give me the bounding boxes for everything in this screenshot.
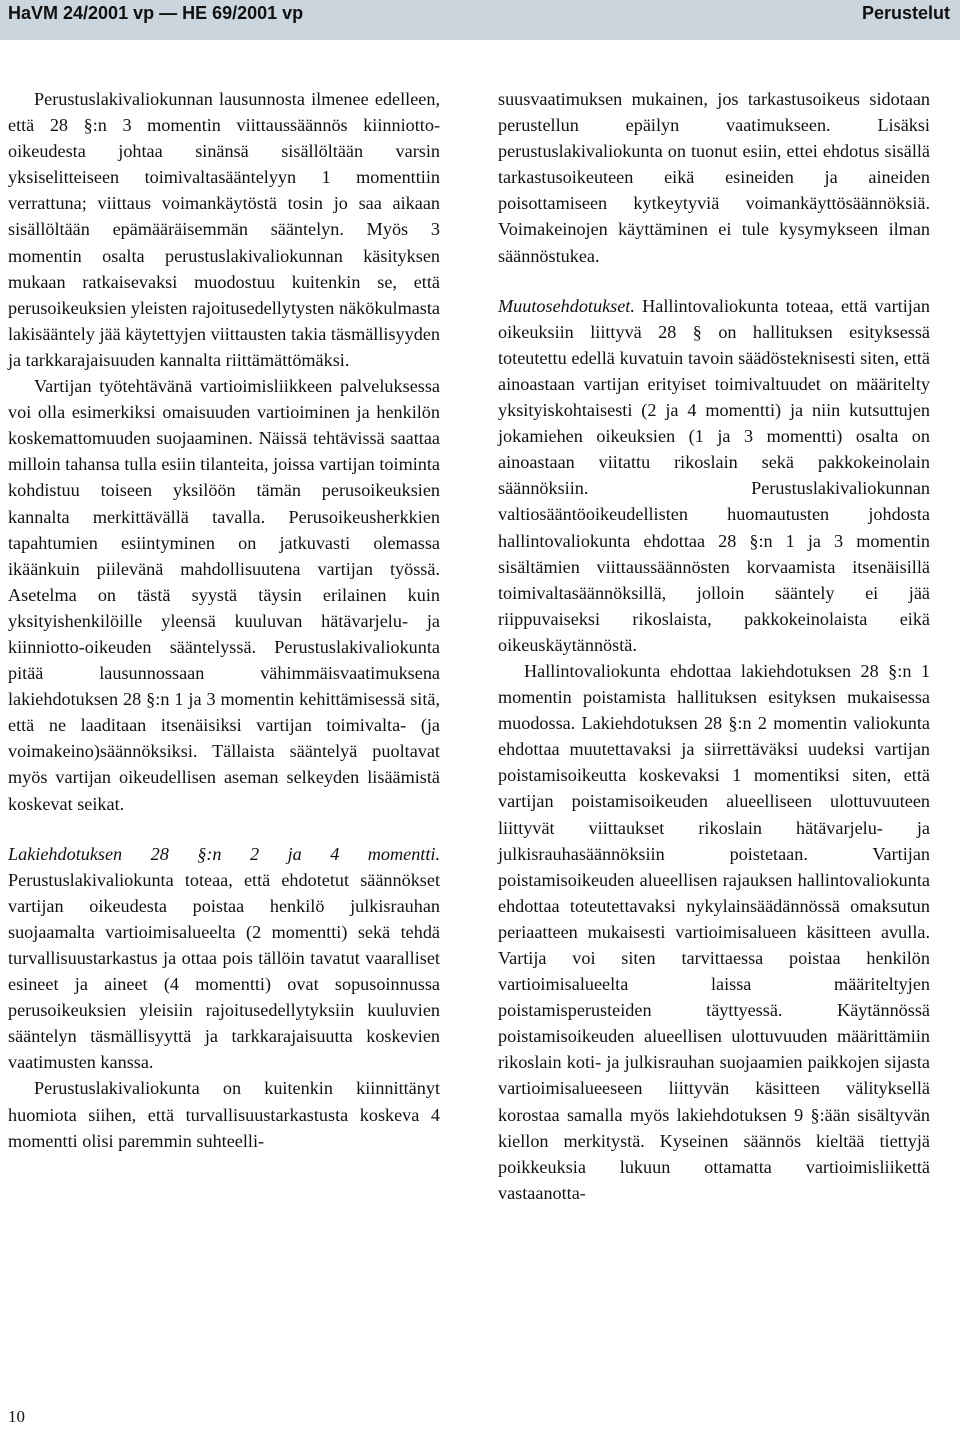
paragraph: Perustuslakivaliokunnan lausunnosta ilmenee edelleen, että 28 §:n 3 momentin viittaussäännös kiinniotto-oikeudesta johtaa sinänsä sisällöltään varsin yksiselitteiseen toimivaltasääntelyyn 1 momenttiin verrattuna; viittaus voimankäytöstä tosin jo saa aikaan sisällöltään epämääräisemmän sääntelyn. Myös 3 momentin osalta perustuslakivaliokunnan käsityksen mukaan ratkaisevaksi muodostuu kuitenkin se, että perusoikeuksien yleisten rajoitusedellytysten näkökulmasta lakisääntely jää käytettyjen viittausten takia täsmällisyyden ja tarkkarajaisuuden kannalta riittämättömäksi.: [8, 89, 440, 370]
right-column: [498, 86, 930, 1206]
paragraph: Perustuslakivaliokunta on kuitenkin kiinnittänyt huomiota siihen, että turvallisuustarkastusta koskeva 4 momentti olisi paremmin suhteelli-: [8, 1078, 440, 1151]
paragraph-heading: Lakiehdotuksen 28 §:n 2 ja 4 momentti.: [8, 843, 440, 864]
paragraph-heading: Muutosehdotukset.: [498, 295, 635, 316]
section-title: Perustelut: [861, 3, 950, 23]
paragraph: Hallintovaliokunta ehdottaa lakiehdotuksen 28 §:n 1 momentin poistamista hallituksen esityksen mukaisessa muodossa. Lakiehdotuksen 28 §:n 2 momentin valiokunta ehdottaa muutettavaksi ja siirrettäväksi uudeksi vartijan poistamisoikeutta koskevaksi 1 momentiksi siten, että vartijan poistamisoikeuden alueelliseen ulottuvuuteen liittyvät viittaukset rikoslain hätävarjelu- ja julkisrauhasäännöksiin poistetaan. Vartijan poistamisoikeuden alueellisen rajauksen hallintovaliokunta ehdottaa toteutettavaksi nykylainsäädännössä omaksutun periaatteen mukaisesti vartioimisalueen käsitteen avulla. Vartija voi siten tarvittaessa poistaa henkilön vartioimisalueelta laissa määriteltyjen poistamisperusteiden täyttyessä. Käytännössä poistamisoikeuden alueellisen ulottuvuuden määrittämiin rikoslain koti- ja julkisrauhan suojaamien paikkojen sijasta vartioimisalueeseen liittyvän käsitteen välityksellä korostaa samalla myös lakiehdotuksen 9 §:ään sisältyvän kiellon merkitystä. Kyseinen säännös kieltää tiettyjä poikkeuksia lukuun ottamatta vartioimisliikettä vastaanotta-: [498, 660, 930, 1203]
paragraph-text: Hallintovaliokunta toteaa, että vartijan oikeuksiin liittyvä 28 § on hallituksen esityksessä toteutettu edellä kuvatuin tavoin säädösteknisesti siten, että ainoastaan vartijan erityiset toimivaltuudet on määritelty yksityiskohtaisesti (2 ja 4 momentti) ja niin kutsuttujen jokamiehen oikeuksien (1 ja 3 momentti) osalta on ainoastaan viitattu rikoslain sekä pakkokeinolain säännöksiin. Perustuslakivaliokunnan valtiosääntöoikeudellisten huomautusten johdosta hallintovaliokunta ehdottaa 28 §:n 1 ja 3 momentin sisältämien viittaussäännösten korvaamista itsenäisillä toimivaltasäännöksillä, jolloin sääntely ei jää riippuvaiseksi rikoslaista, pakkokeinolaista eikä oikeuskäytännöstä.: [498, 295, 930, 655]
paragraph: [8, 841, 440, 1076]
paragraph: Vartijan työtehtävänä vartioimisliikkeen palveluksessa voi olla esimerkiksi omaisuuden vartioiminen ja henkilön koskemattomuuden suojaaminen. Näissä tehtävissä saattaa milloin tahansa tulla esiin tilanteita, joissa vartijan toiminta kohdistuu toiseen yksilöön tämän perusoikeuksien kannalta merkittävällä tavalla. Perusoikeusherkkien tapahtumien esiintyminen on jatkuvasti olemassa ikäänkuin piilevänä mahdollisuutena vartijan työssä. Asetelma on tästä syystä täysin erilainen kuin yksityishenkilöille yleensä kuuluvan hätävarjelu- ja kiinniotto-oikeuden sääntelyssä. Perustuslakivaliokunta pitää lausunnossaan vähimmäisvaatimuksena lakiehdotuksen 28 §:n 1 ja 3 momentin kehittämisessä sitä, että ne laaditaan itsenäisiksi vartijan toimivalta- (ja voimakeino)säännöksiksi. Tällaista sääntelyä puoltavat myös vartijan oikeudellisen aseman selkeyden lisäämistä koskevat seikat.: [8, 376, 440, 814]
paragraph: suusvaatimuksen mukainen, jos tarkastusoikeus sidotaan perustellun epäilyn vaatimukseen. Lisäksi perustuslakivaliokunta on tuonut esiin, ettei ehdotus sisällä tarkastusoikeuteen eikä esineiden ja aineiden poisottamiseen kytkeytyviä voimankäyttösäännöksiä. Voimakeinojen käyttäminen ei tule kysymykseen ilman säännöstukea.: [498, 89, 930, 266]
paragraph-text: Perustuslakivaliokunta toteaa, että ehdotetut säännökset vartijan oikeudesta poistaa henkilö julkisrauhan suojaamalta vartioimisalueelta (2 momentti) sekä tehdä turvallisuustarkastus ja ottaa pois tällöin tavatut vaaralliset esineet ja aineet (4 momentti) ovat sopusoinnussa perusoikeuksien yleisiin rajoitusedellytyksiin kuuluvien sääntelyn täsmällisyyttä ja tarkkarajaisuutta koskevien vaatimusten kanssa.: [8, 869, 440, 1073]
paragraph: [498, 293, 930, 658]
running-header: [0, 0, 960, 40]
document-reference: HaVM 24/2001 vp — HE 69/2001 vp: [8, 3, 304, 23]
left-column: [8, 86, 440, 1154]
page-number: 10: [8, 1407, 25, 1426]
